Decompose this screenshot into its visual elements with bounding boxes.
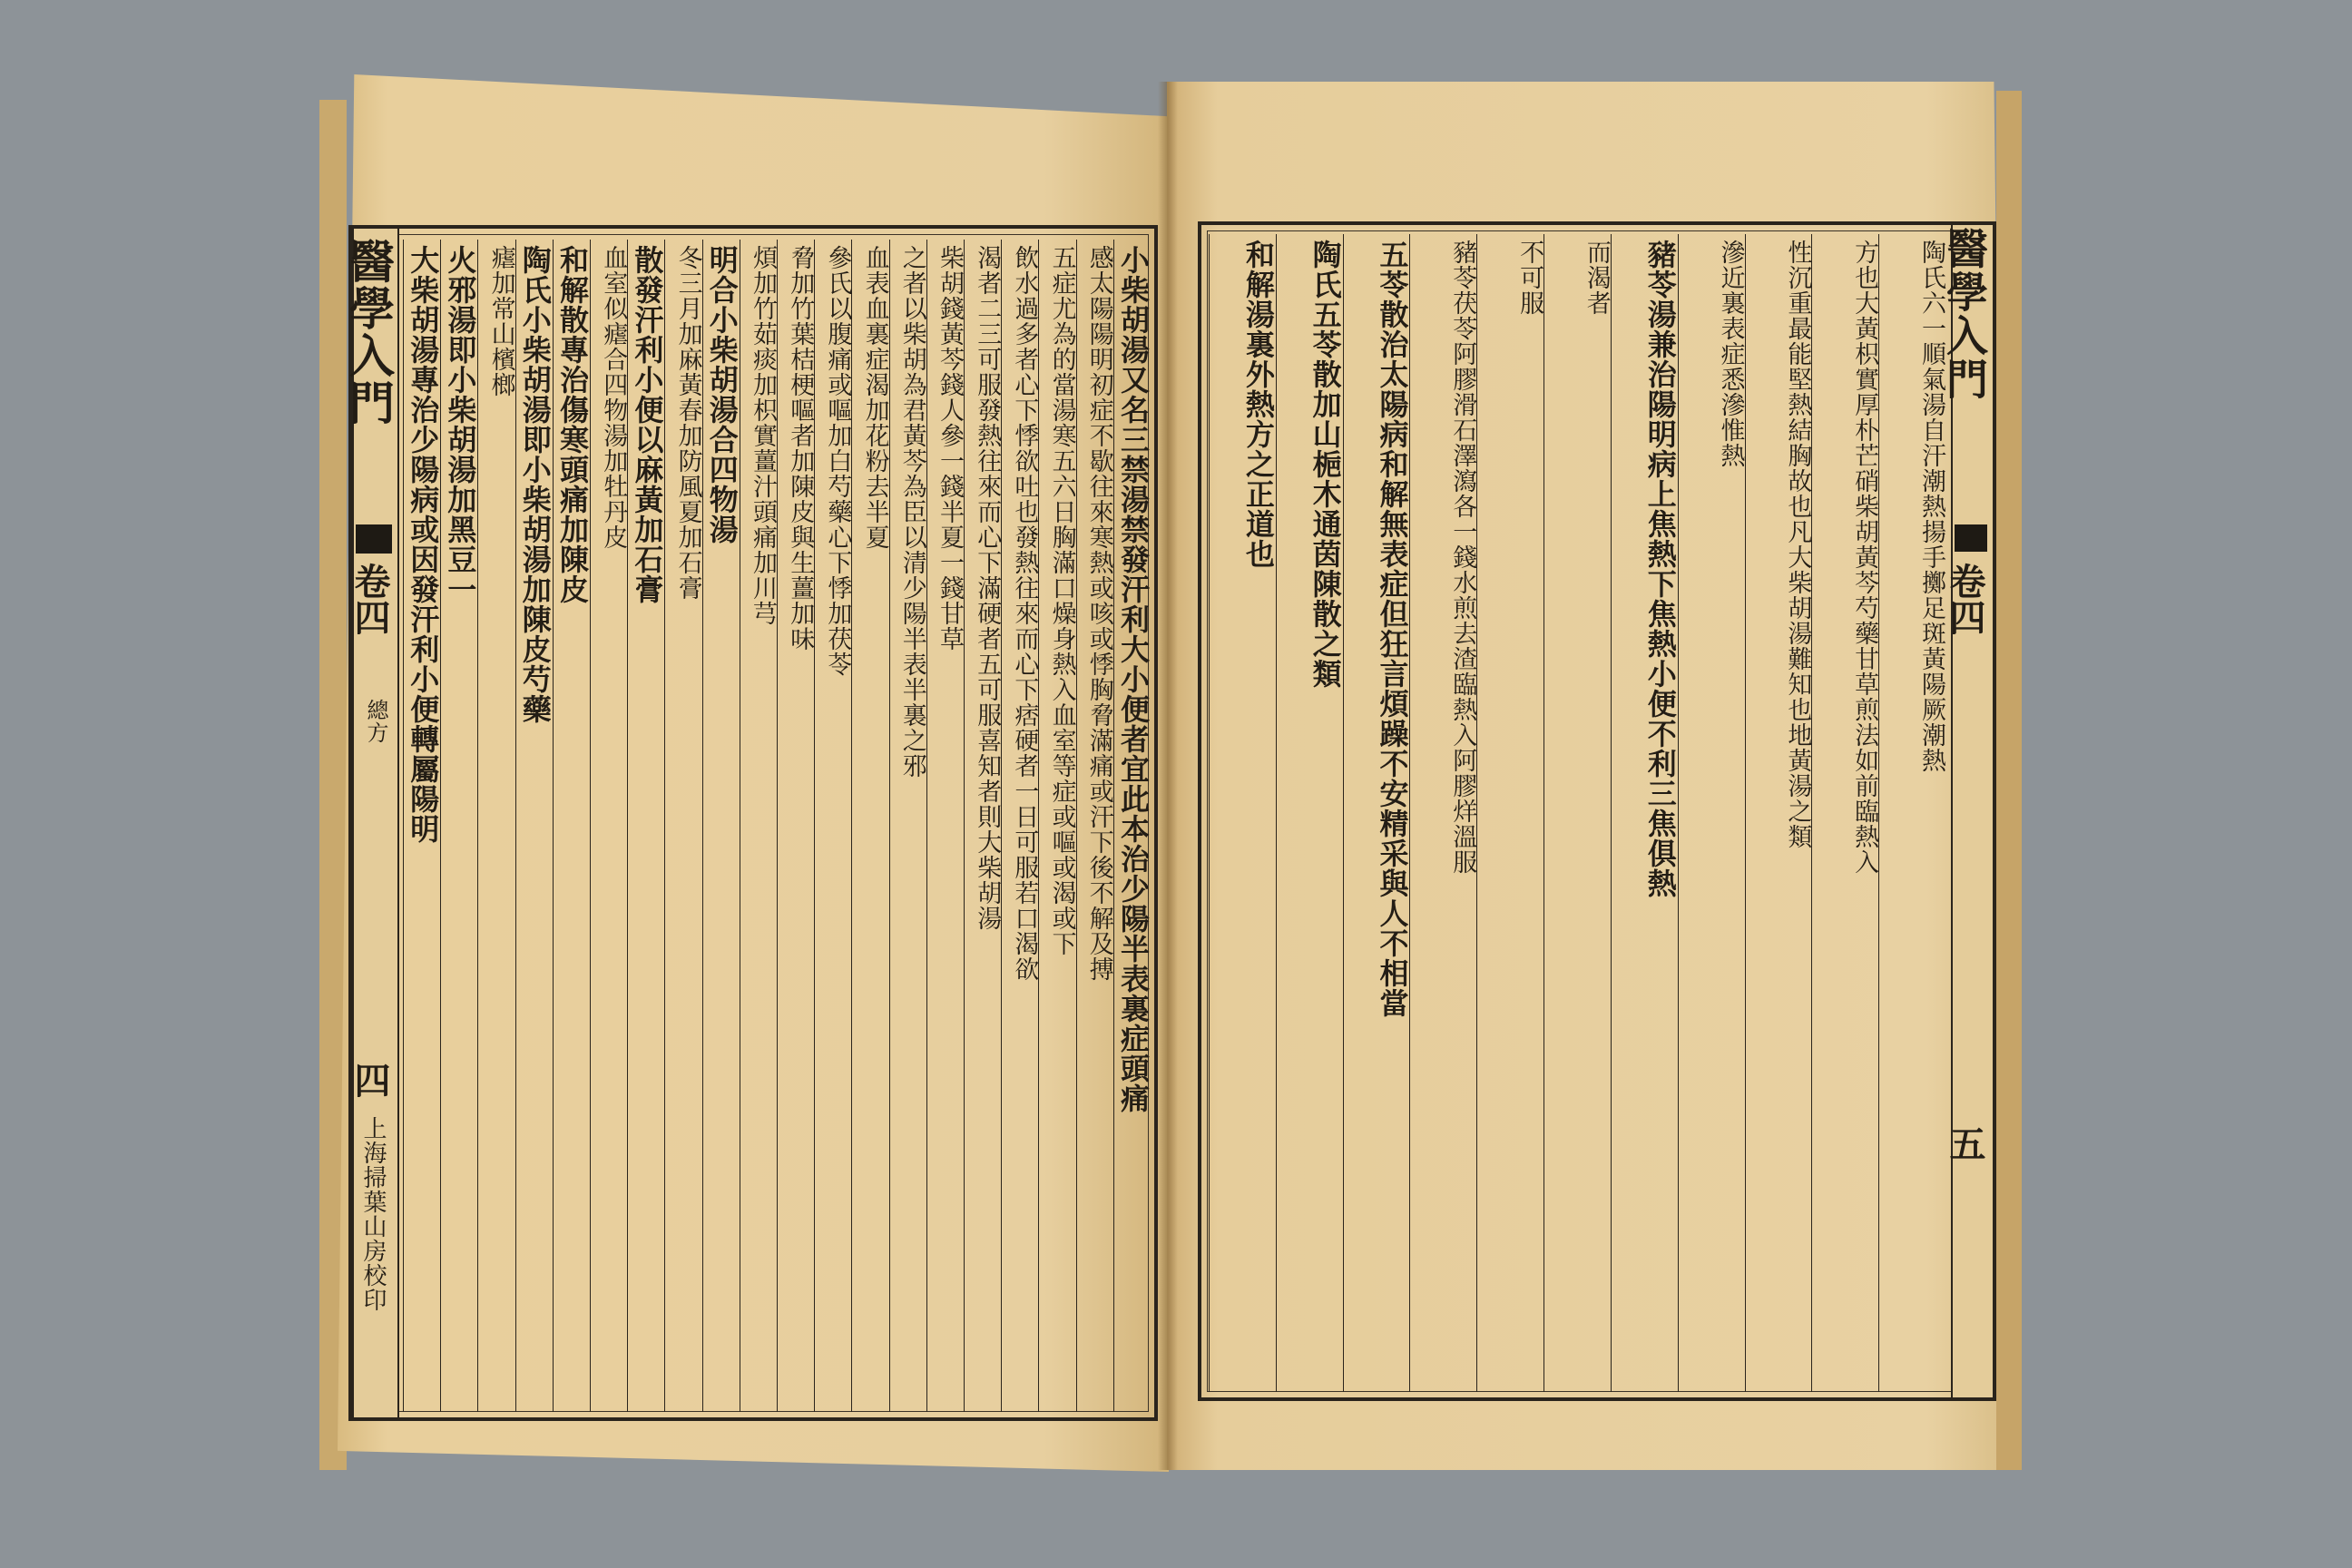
left-column-rule bbox=[1001, 240, 1002, 1412]
right-column-rule bbox=[1343, 234, 1344, 1392]
right-column-rule bbox=[1811, 234, 1812, 1392]
left-text-column: 瘧加常山檳榔 bbox=[486, 245, 515, 397]
left-text-column: 參氏以腹痛或嘔加白芍藥心下悸加茯苓 bbox=[823, 245, 852, 677]
right-margin-page-number: 五 bbox=[1944, 1125, 1986, 1161]
left-column-rule bbox=[627, 240, 628, 1412]
left-column-rule bbox=[814, 240, 815, 1412]
right-text-column: 豬苓茯苓阿膠滑石澤瀉各一錢水煎去渣臨熱入阿膠烊溫服 bbox=[1448, 240, 1477, 875]
left-column-rule bbox=[403, 240, 404, 1412]
left-text-column: 脅加竹葉桔梗嘔者加陳皮與生薑加味 bbox=[786, 245, 815, 652]
left-text-column: 感太陽陽明初症不歇往來寒熱或咳或悸胸脅滿痛或汗下後不解及搏 bbox=[1084, 245, 1113, 982]
right-column-rule bbox=[1476, 234, 1477, 1392]
left-margin-title: 醫學入門 bbox=[342, 238, 396, 426]
left-text-column: 煩加竹茹痰加枳實薑汁頭痛加川芎 bbox=[748, 245, 777, 626]
right-margin-title: 醫學入門 bbox=[1940, 227, 1989, 401]
book-spine bbox=[1158, 82, 1178, 1470]
right-text-column: 陶氏六一順氣湯自汗潮熱揚手擲足斑黃陽厥潮熱 bbox=[1916, 240, 1945, 773]
right-text-column: 滲近裏表症悉滲惟熱 bbox=[1716, 240, 1745, 468]
left-fishtail-mark bbox=[356, 524, 392, 554]
left-column-rule bbox=[477, 240, 478, 1412]
left-column-rule bbox=[440, 240, 441, 1412]
right-column-rule bbox=[1209, 234, 1210, 1392]
right-text-column: 和解湯裏外熱方之正道也 bbox=[1240, 240, 1276, 569]
left-text-column: 柴胡錢黃芩錢人參一錢半夏一錢甘草 bbox=[935, 245, 964, 652]
left-column-rule bbox=[590, 240, 591, 1412]
right-text-column: 陶氏五苓散加山梔木通茵陳散之類 bbox=[1308, 240, 1343, 689]
right-page-edge bbox=[1996, 91, 2022, 1470]
right-text-column: 豬苓湯兼治陽明病上焦熱下焦熱小便不利三焦俱熱 bbox=[1642, 240, 1678, 898]
right-column-rule bbox=[1409, 234, 1410, 1392]
left-text-column: 血表血裏症渴加花粉去半夏 bbox=[860, 245, 889, 550]
right-text-column: 而渴者 bbox=[1582, 240, 1611, 316]
left-margin-page-number: 四 bbox=[348, 1062, 391, 1098]
left-text-column: 散發汗利小便以麻黃加石膏 bbox=[630, 245, 665, 604]
left-column-rule bbox=[515, 240, 516, 1412]
left-text-column: 五症尤為的當湯寒五六日胸滿口燥身熱入血室等症或嘔或渴或下 bbox=[1047, 245, 1076, 956]
left-column-rule bbox=[777, 240, 778, 1412]
left-text-column: 大柴胡湯專治少陽病或因發汗利小便轉屬陽明 bbox=[406, 245, 441, 844]
right-fishtail-mark bbox=[1955, 524, 1987, 552]
right-margin-volume: 卷四 bbox=[1944, 563, 1986, 635]
right-text-column: 性沉重最能堅熱結胸故也凡大柴胡湯難知也地黃湯之類 bbox=[1783, 240, 1812, 849]
left-text-column: 明合小柴胡湯合四物湯 bbox=[704, 245, 740, 544]
left-column-rule bbox=[1038, 240, 1039, 1412]
right-column-rule bbox=[1678, 234, 1679, 1392]
right-column-rule bbox=[1276, 234, 1277, 1392]
right-text-column: 方也大黃枳實厚朴芒硝柴胡黃芩芍藥甘草煎法如前臨熱入 bbox=[1850, 240, 1879, 875]
left-text-column: 渴者二三可服發熱往來而心下滿硬者五可服喜知者則大柴胡湯 bbox=[973, 245, 1002, 931]
left-column-rule bbox=[851, 240, 852, 1412]
left-text-column: 之者以柴胡為君黃芩為臣以清少陽半表半裏之邪 bbox=[897, 245, 926, 779]
left-column-rule bbox=[964, 240, 965, 1412]
left-text-column: 火邪湯即小柴胡湯加黑豆一 bbox=[443, 245, 478, 604]
left-column-rule bbox=[664, 240, 665, 1412]
left-text-column: 血室似瘧合四物湯加牡丹皮 bbox=[599, 245, 628, 550]
left-column-rule bbox=[553, 240, 554, 1412]
left-text-column: 冬三月加麻黃春加防風夏加石膏 bbox=[673, 245, 702, 601]
right-text-column: 五苓散治太陽病和解無表症但狂言煩躁不安精采與人不相當 bbox=[1375, 240, 1410, 1018]
left-text-column: 和解散專治傷寒頭痛加陳皮 bbox=[554, 245, 590, 604]
left-margin-publisher: 上海掃葉山房校印 bbox=[359, 1116, 387, 1312]
left-margin-section: 總方 bbox=[363, 699, 388, 744]
right-text-column: 不可服 bbox=[1515, 240, 1544, 316]
left-text-column: 飲水過多者心下悸欲吐也發熱往來而心下痞硬者一日可服若口渴欲 bbox=[1010, 245, 1039, 982]
left-text-column: 小柴胡湯又名三禁湯禁發汗利大小便者宜此本治少陽半表裏症頭痛 bbox=[1115, 245, 1151, 1113]
right-column-rule bbox=[1611, 234, 1612, 1392]
right-column-rule bbox=[1878, 234, 1879, 1392]
left-text-column: 陶氏小柴胡湯即小柴胡湯加陳皮芍藥 bbox=[517, 245, 553, 724]
left-margin-volume: 卷四 bbox=[348, 563, 391, 635]
